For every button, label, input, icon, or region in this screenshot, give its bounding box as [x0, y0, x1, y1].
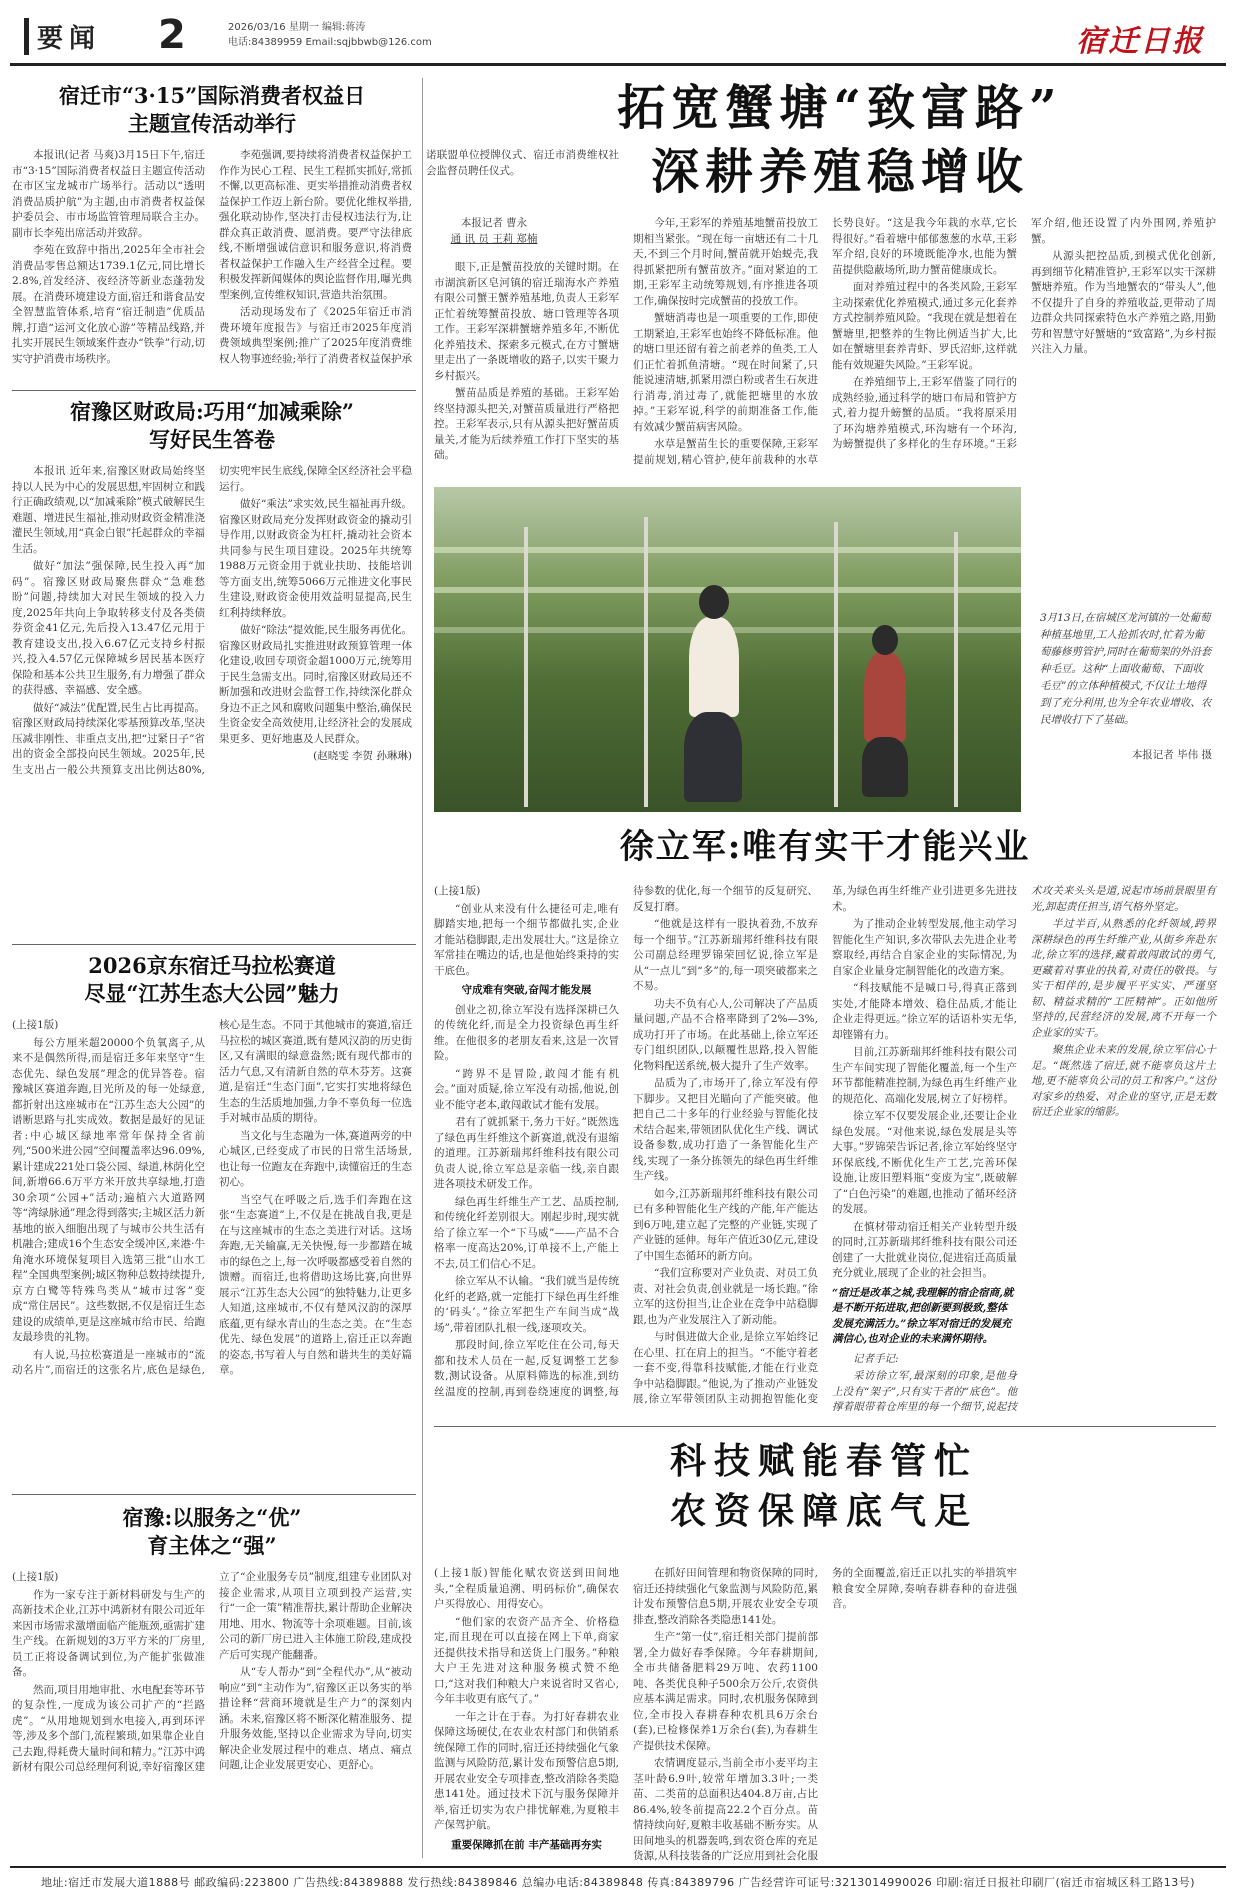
article-title: 科技赋能春管忙 农资保障底气足 — [669, 1440, 978, 1532]
subheading: 守成难有突破,奋闯才能发展 — [461, 984, 592, 996]
article-title: 2026京东宿迁马拉松赛道 尽显“江苏生态大公园”魅力 — [84, 953, 340, 1006]
section-rule — [12, 1494, 416, 1495]
paragraph: 做好“乘法”求实效,民生福祉再升级。宿豫区财政局充分发挥财政资金的撬动引导作用,以财政资金为杠杆,撬动社会资本共同参与民生项目建设。2025年共统筹1988万元资金用于就业扶助、技能培训等方面支出,统筹5066万元推进文化事民生建设,财政资金使用效益明显提高,民生红利持续释放。 — [219, 498, 412, 619]
paragraph: (上接1版)智能化赋农资送到田间地头,“全程质量追溯、明码标价”,确保农户买得放心、用得安心。 — [434, 1567, 619, 1610]
paragraph: 为了推动企业转型发展,他主动学习智能化生产知识,多次带队去先进企业考察取经,再结合自家企业的实际情况,为自家企业量身定制智能化的改造方案。 — [832, 918, 1017, 977]
article-title: 宿迁市“3·15”国际消费者权益日 主题宣传活动举行 — [58, 83, 366, 136]
paragraph: 本报讯 近年来,宿豫区财政局始终坚持以人民为中心的发展思想,牢固树立和践行正确政绩观,以“加减乘除”模式破解民生难题、增进民生福祉,推动财政资金精准浇灌民生领域,用“真金白银”托起群众的幸福生活。 — [12, 465, 205, 555]
worker-figure — [864, 652, 906, 742]
byline: 本报记者 曹永 通 讯 员 王莉 郑楠 — [450, 217, 538, 245]
paragraph: 那段时间,徐立军吃住在公司,每天都和技术人员在一起,反复调整工艺参数,测试设备。从原料筛选的标准,到纺丝温度的控制,再到卷绕速度的调整,每待参数的优化,每一个细节的反复研究、反复打磨。 — [434, 885, 818, 1398]
paragraph: 作为一家专注于新材料研发与生产的高新技术企业,江苏中鸿新材有限公司近年来因市场需求激增面临产能瓶颈,亟需扩建生产线。在新规划的3万平方米的厂房里,员工正将设备调试到位,为产能扩张做准备。 — [12, 1588, 205, 1678]
headline-crab — [470, 76, 1210, 204]
article-title: 宿豫:以服务之“优” 育主体之“强” — [122, 1505, 302, 1558]
paragraph: 如今,江苏新瑞邦纤维科技有限公司已有多种智能化生产线的产能,年产能达到6万吨,建立起了完整的产业链,实现了产业链的延伸。每年产值近30亿元,建设了中国生态循环的新方向。 — [633, 1187, 818, 1262]
headline-line-1: 拓宽蟹塘“致富路” — [617, 80, 1063, 136]
paragraph: 面对养殖过程中的各类风险,王彩军主动探索优化养殖模式,通过多元化套养方式控制养殖风险。“我现在就是想着在蟹塘里,把整养的生物比例适当扩大,比如在蟹塘里套养青虾、罗氏沼虾,这样就能有效规避失风险。”王彩军说。 — [832, 281, 1017, 371]
paragraph: 从“专人帮办”到“全程代办”,从“被动响应”到“主动作为”,宿豫区正以务实的举措诠释“营商环境就是生产力”的深刻内涵。未来,宿豫区将不断深化精准服务、提升服务效能,坚持以企业需求为导向,切实解决企业发展过程中的难点、堵点、痛点问题,让企业发展更安心、更舒心。 — [219, 1666, 412, 1771]
section-rule — [12, 390, 416, 391]
paragraph: 一年之计在于春。为打好春耕农业保障这场硬仗,在农业农村部门和供销系统保障工作的同时,宿迁还持续强化气象监测与风险防范,累计发布预警信息5期,开展农业安全专项排查,整改消除各类隐患141处。通过技术下沉与服务保障并举,宿迁切实为农户排忧解难,为夏粮丰产保驾护航。 — [434, 1710, 619, 1831]
article-body — [434, 1566, 1216, 1866]
paragraph: 蟹塘消毒也是一项重要的工作,即使工期紧迫,王彩军也始终不降低标准。他的塘口里还留有着之前老养的鱼类,工人们正忙着抓鱼清塘。“现在时间紧了,只能说速清塘,抓紧用漂白粉或者生石灰进行消毒,消过毒了,就能把塘里的水放掉。”王彩军说,科学的前期准备工作,能有效减少蟹苗病害风险。 — [633, 312, 818, 433]
article-title: 宿豫区财政局:巧用“加减乘除” 写好民生答卷 — [70, 399, 354, 452]
paragraph: “跨界不是冒险,敢闯才能有机会。”面对质疑,徐立军没有动摇,他说,创业不能守老本,敢闯敢试才能有发展。 — [434, 1067, 619, 1111]
paragraph: 李苑强调,要持续将消费者权益保护工作作为民心工程、民生工程抓实抓好,常抓不懈,以更高标准、更实举措推动消费者权益保护工作迈上新台阶。要优化维权举措,强化联动协作,坚决打击侵权违法行为,让群众真正敢消费、愿消费。要严守法律底线,不断增强诚信意识和服务意识,将消费者权益保护工作融入生产经营全过程。要积极发挥新闻媒体的舆论监督作用,曝光典型案例,宣传维权知识,营造共治氛围。 — [219, 149, 412, 301]
paragraph: “他就是这样有一股执着劲,不放弃每一个细节。”江苏新瑞邦纤维科技有限公司副总经理罗锦荣回忆说,徐立军是从“一点儿”到“多”的,每一项突破都来之不易。 — [633, 918, 818, 992]
paragraph: 从源头把控品质,到模式优化创新,再到细节化精准管护,王彩军以实干深耕蟹塘养殖。作为当地蟹农的“带头人”,他不仅提升了自身的养殖收益,更带动了周边群众共同探索特色水产养殖之路,用勤劳和智慧守好蟹塘的“致富路”,为乡村振兴注入力量。 — [1031, 250, 1216, 355]
paragraph: “创业从来没有什么捷径可走,唯有脚踏实地,把每一个细节都做扎实,企业才能站稳脚跟,走出发展壮大。”这是徐立军常挂在嘴边的话,也是他始终秉持的实干底色。 — [434, 902, 619, 977]
paragraph: (赵晓雯 李贺 孙琳琳) — [313, 750, 412, 762]
column-rule — [422, 78, 423, 1858]
article-xu-lijun — [434, 824, 1216, 1424]
paragraph: 聚焦企业未来的发展,徐立军信心十足。“既然选了宿迁,就不能辜负这片土地,更不能辜负公司的员工和客户。”这份对家乡的热爱、对企业的坚守,正是无数宿迁企业家的缩影。 — [1031, 1044, 1216, 1118]
subheading: 重要保障抓在前 丰产基础再夯实 — [451, 1838, 602, 1851]
paragraph: 绿色再生纤维生产工艺、品质控制,和传统化纤差别很大。刚起步时,现实就给了徐立军一个“下马威”——产品不合格率一度高达20%,订单接不上,产能上不去,员工们信心不足。 — [434, 1195, 619, 1270]
paragraph: 水草是蟹苗生长的重要保障,王彩军提前规划,精心管护,使年前栽种的水草长势良好。“这是我今年栽的水草,它长得很好。”看着塘中郁郁葱葱的水草,王彩军介绍,良好的环境既能净水,也能为蟹苗提供隐蔽场所,助力蟹苗健康成长。 — [633, 217, 1017, 466]
paragraph: 做好“除法”提效能,民生服务再优化。宿豫区财政局扎实推进财政预算管理一体化建设,收回专项资金超1000万元,统筹用于民生急需支出。同时,宿豫区财政局还不断加强和改进财会监督工作,持续深化群众身边不正之风和腐败问题集中整治,确保民生资金安全高效使用,让经济社会的发展成果更多、更好地惠及人民群众。 — [219, 624, 412, 745]
article-body — [434, 884, 1216, 1424]
paragraph: 然而,项目用地审批、水电配套等环节的复杂性,一度成为该公司扩产的“拦路虎”。“从用地规划到水电接入,再到环评等,涉及多个部门,流程繁琐,如果靠企业自己去跑,得耗费大量时间和精力。”江苏中鸿新材有限公司总经理何利说,幸好宿豫区建立了“企业服务专员”制度,组建专业团队对接企业需求,从项目立项到投产运营,实行“一企一策”精准帮扶,累计帮助企业解决用地、用水、物流等十余项难题。目前,该公司的新厂房已进入主体施工阶段,建成投产后可实现产能翻番。 — [12, 1571, 412, 1773]
vineyard-photo — [434, 487, 1021, 812]
photo-credit: 本报记者 毕伟 摄 — [1131, 749, 1212, 761]
date-line: 2026/03/16 星期一 编辑:蒋涛 — [228, 22, 366, 33]
paragraph: 在养殖细节上,王彩军借鉴了同行的成熟经验,通过科学的塘口布局和管护方式,着力提升螃蟹的品质。“我将原采用了环沟塘养殖模式,环沟塘有一个环沟,为螃蟹提供了多样化的生存环境。”王彩军介绍,他还设置了内外围网,养殖护蟹。 — [832, 217, 1216, 450]
subheading: “宿迁是改革之城,我理解的宿企宿商,就是不断开拓进取,把创新要到极致,整体发展充满活力。”徐立军对宿迁的发展充满信心,也对企业的未来满怀期待。 — [832, 1286, 1014, 1345]
paragraph: 做好“加法”强保障,民生投入再“加码”。宿豫区财政局聚焦群众“急难愁盼”问题,持续加大对民生领域的投入力度,2025年共向上争取转移支付及各类债券资金41亿元,先后投入13.47亿元用于教育建设支出,投入6.67亿元支持乡村振兴,投入4.57亿元保障城乡居民基本医疗保险和基本公共卫生服务,有力增强了群众的获得感、幸福感、安全感。 — [12, 560, 205, 696]
article-body — [12, 1018, 412, 1488]
contact-line: 电话:84389959 Email:sqjbbwb@126.com — [228, 37, 432, 48]
headline-line-2: 深耕养殖稳增收 — [650, 144, 1029, 200]
paragraph: 蟹苗品质是养殖的基础。王彩军始终坚持源头把关,对蟹苗质量进行严格把控。王彩军表示,只有从源头把好蟹苗质量关,才能为后续养殖工作打下坚实的基础。 — [434, 387, 619, 461]
paragraph: 今年,王彩军的养殖基地蟹苗投放工期相当紧张。“现在每一亩塘还有二十几天,不到三个月时间,蟹苗就开始蜕壳,我得抓紧把所有蟹苗放齐。”面对紧迫的工期,王彩军主动统筹规划,有序推进各项工作,确保按时完成蟹苗的投放工作。 — [633, 217, 818, 307]
article-body — [12, 464, 412, 934]
paragraph: 做好“减法”优配置,民生占比再提高。宿豫区财政局持续深化零基预算改革,坚决压减非刚性、非重点支出,把“过紧日子”省出的资金全部投向民生领域。2025年,民生支出占一般公共预算支出比例达80%,切实兜牢民生底线,保障全区经济社会平稳运行。 — [12, 465, 412, 776]
paragraph: 半过半百,从熟悉的化纤领域,跨界深耕绿色的再生纤维产业,从街乡奔赴东北,徐立军的选择,藏着敢闯敢试的勇气,更藏着对事业的执着,对责任的敬畏。与实干相伴的,是步履平平实实、严谨坚韧、精益求精的“工匠精神”。正如他所坚持的,民营经济的发展,离不开每一个企业家的实干。 — [1031, 918, 1216, 1039]
paragraph: 与时俱进做大企业,是徐立军始终记在心里、扛在肩上的担当。“不能守着老一套不变,得靠科技赋能,才能在行业竞争中站稳脚跟。”他说,为了推动产业链发展,徐立军带领团队主动拥抱智能化变革,为绿色再生纤维产业引进更多先进技术。 — [633, 885, 1017, 1405]
paragraph: 李苑在致辞中指出,2025年全市社会消费品零售总额达1739.1亿元,同比增长2.8%,首发经济、夜经济等新业态蓬勃发展。在消费环境建设方面,宿迁和谐食品安全智慧监管体系,培育“宿迁制造”优质品牌,打造“运河文化放心游”等精品线路,并扎实开展民生领域案件查办“铁拳”行动,切实守护消费市场秩序。 — [12, 244, 205, 365]
article-body — [434, 216, 1216, 474]
paragraph: 农情调度显示,当前全市小麦平均主茎叶龄6.9叶,较常年增加3.3叶;一类苗、二类苗的总面积达404.8万亩,占比86.4%,较冬前提高22.2个百分点。苗情持续向好,夏粮丰收基础不断夯实。从田间地头的机器轰鸣,到农资仓库的充足货源,从科技装备的广泛应用到社会化服务的全面覆盖,宿迁正以扎实的举措筑牢粮食安全屏障,奏响春耕春种的奋进强音。 — [633, 1567, 1017, 1862]
paragraph: (上接1版) — [12, 1571, 59, 1583]
paragraph: 目前,江苏新瑞邦纤维科技有限公司生产车间实现了智能化覆盖,每一个生产环节都能精准控制,为绿色再生纤维产业的规范化、高端化发展,树立了好榜样。 — [832, 1046, 1017, 1105]
paragraph: “我们宣称要对产业负责、对员工负责、对社会负责,创业就是一场长跑。”徐立军的这份担当,让企业在竞争中站稳脚跟,也为产业发展注入了新动能。 — [633, 1267, 818, 1326]
paragraph: 在慎材带动宿迁相关产业转型升级的同时,江苏新瑞邦纤维科技有限公司还创建了一大批就业岗位,促进宿迁高质量充分就业,展现了企业的社会担当。 — [832, 1220, 1017, 1279]
worker-figure — [689, 617, 739, 717]
paragraph: 当空气在呼吸之后,选手们奔跑在这张“生态赛道”上,不仅是在挑战自我,更是在与这座城市的生态之美进行对话。这场奔跑,无关输赢,无关快慢,每一步都踏在城市的绿色之上,每一次呼吸都感受着自然的馈赠。而宿迁,也将借助这场比赛,向世界展示“江苏生态大公园”的独特魅力,让更多人知道,这座城市,不仅有楚风汉韵的深厚底蕴,更有绿水青山的生态之美。在“生态优先、绿色发展”的道路上,宿迁正以奔跑的姿态,书写着人与自然和谐共生的美好篇章。 — [219, 1193, 412, 1376]
paragraph: 创业之初,徐立军没有选择深耕已久的传统化纤,而是全力投资绿色再生纤维。在他很多的老朋友看来,这是一次冒险。 — [434, 1003, 619, 1062]
paragraph: (上接1版) — [12, 1019, 59, 1031]
article-crab — [434, 216, 1216, 474]
paragraph: 有人说,马拉松赛道是一座城市的“流动名片”,而宿迁的这张名片,底色是绿色,核心是生态。不同于其他城市的赛道,宿迁马拉松的城区赛道,既有楚风汉韵的历史街区,又有满眼的绿意盎然;既有现代都市的活力气息,又有清新自然的草木芬芳。这赛道,是宿迁“生态门面”,它实打实地将绿色生态的生活质地加强,力争不辜负每一位选手对城市品质的期待。 — [12, 1019, 412, 1376]
paragraph: 当文化与生态融为一体,赛道两旁的中心城区,已经变成了市民的日常生活场景,也让每一位跑友在奔跑中,读懂宿迁的生态初心。 — [219, 1129, 412, 1188]
photo-caption — [1040, 610, 1212, 764]
paragraph: “科技赋能不是喊口号,得真正落到实处,才能降本增效、稳住品质,才能让企业走得更远。”徐立军的话语朴实无华,却铿锵有力。 — [832, 982, 1017, 1041]
paragraph: 采访徐立军,最深刻的印象,是他身上没有“架子”,只有实干者的“底色”。他撑着眼带着仓库里的每一个细节,说起技术攻关来头头是道,说起市场前景眼里有光,卸起责任担当,语气格外坚定。 — [832, 885, 1216, 1413]
paragraph: 功夫不负有心人,公司解决了产品质量问题,产品不合格率降到了2%—3%,成功打开了市场。在此基础上,徐立军还专门组织团队,以颠覆性思路,投入智能化物料配送系统,极大提升了生产效率。 — [633, 997, 818, 1072]
article-title: 徐立军:唯有实干才能兴业 — [619, 827, 1031, 867]
article-spring-farming — [434, 1436, 1216, 1862]
section-rule — [12, 944, 416, 945]
paragraph: 品质为了,市场开了,徐立军没有停下脚步。又把目光瞄向了产能突破。他把自己二十多年的行业经验与智能化技术结合起来,带领团队优化生产线、调试设备参数,成功打造了一条智能化生产线,实现了一条分拣领先的绿色再生纤维生产线。 — [633, 1077, 818, 1182]
article-body — [12, 1570, 412, 1856]
caption-text: 3月13日,在宿城区龙河镇的一处葡萄种植基地里,工人抢抓农时,忙着为葡萄藤修剪管护,同时在葡萄架的外沿套种毛豆。这种“上面收葡萄、下面收毛豆”的立体种植模式,不仅让土地得到了充分利用,也为全年农业增收、农民增收打下了基础。 — [1040, 612, 1212, 726]
paragraph: 君有了就抓紧干,务力干好。”既然选了绿色再生纤维这个新赛道,就没有退缩的道理。江苏新瑞邦纤维科技有限公司负责人说,徐立军总是亲临一线,亲自跟进各项技术研发工作。 — [434, 1116, 619, 1190]
paragraph: 在抓好田间管理和物资保障的同时,宿迁还持续强化气象监测与风险防范,累计发布预警信息5期,开展农业安全专项排查,整改消除各类隐患141处。 — [633, 1567, 818, 1626]
page-footer: 地址:宿迁市发展大道1888号 邮政编码:223800 广告热线:84389888 发行热线:84389846 总编办电话:84389848 传真:84389796 广告经营许可证号:3213014990026 印刷:宿迁日报社印刷厂(宿迁市宿城区科工路13号) — [10, 1866, 1226, 1890]
paragraph: 本报讯(记者 马爽)3月15日下午,宿迁市“3·15”国际消费者权益日主题宣传活动在市区宝龙城市广场举行。活动以“透明消费品质护航”为主题,由市消费者权益保护委员会、市市场监管管理局联合主办。副市长李苑出席活动并致辞。 — [12, 149, 205, 239]
paragraph: 眼下,正是蟹苗投放的关键时期。在市湖滨新区皂河镇的宿迁瑞海水产养殖有限公司蟹王蟹养殖基地,负责人王彩军正忙着统筹蟹苗投放、塘口管理等各项工作。王彩军深耕蟹塘养殖多年,不断优化养殖技术、探索多元模式,在方寸蟹塘里走出了一条既增收的路子,以实干聚力乡村振兴。 — [434, 261, 619, 382]
page-header — [10, 10, 1226, 66]
article-suyu-finance — [12, 398, 412, 938]
newspaper-logo: 宿迁日报 — [1076, 24, 1204, 59]
header-meta — [228, 20, 432, 50]
paragraph: 活动现场发布了《2025年宿迁市消费环境年度报告》与宿迁市2025年度消费领域典型案例;推广了2025年度消费维权人物事迹经验;举行了消费者权益保护承诺联盟单位授牌仪式、宿迁市消费维权社会监督员聘任仪式。 — [219, 149, 619, 365]
section-label: 要闻 — [24, 18, 101, 55]
paragraph: 每公方厘米超20000个负氧离子,从来不是偶然所得,而是宿迁多年来坚守“生态优先、绿色发展”理念的优异答卷。宿豫城区赛道奔跑,目光所及的每一处绿意,都折射出这座城市在“江苏生态大公园”的谱断思路与扎实成效。数据是最好的见证者:中心城区绿地率常年保持全省前列,“500米进公园”空间覆盖率达96.09%,累计建成221处口袋公园、绿道,林荫化空间,新增66.6万平方米开放共享绿地,打造30余项“公园+”活动;遍植六大道路网等“湾绿脉通”理念得到落实;主城区活力新基地的嵌入细胞出现了与城市公共生活有机融合;建成16个生态安全缓冲区,来港·牛角淹水环境保复项目入选第三批“山水工程”全国典型案例;城区物种总数持续提升,京方白鹭等特殊鸟类从“城市过客”变成“常住居民”。这些数据,不仅是宿迁生态建设的成绩单,更是这座城市给市民、给跑友最珍贵的礼物。 — [12, 1036, 205, 1343]
paragraph: 徐立军从不认输。“我们就当是传统化纤的老路,就一定能打下绿色再生纤维的‘码头’。”徐立军把生产车间当成“战场”,带着团队扎根一线,逐项攻关。 — [434, 1275, 619, 1334]
section-rule — [434, 1426, 1216, 1427]
page-number: 2 — [158, 12, 186, 58]
article-marathon — [12, 952, 412, 1492]
paragraph: 记者手记: — [853, 1352, 899, 1365]
paragraph: 徐立军不仅要发展企业,还要让企业绿色发展。“对他来说,绿色发展是头等大事。”罗锦荣告诉记者,徐立军始终坚守环保底线,不断优化生产工艺,完善环保设施,让废旧塑料瓶“变废为宝”,既破解了“白色污染”的难题,也推动了循环经济的发展。 — [832, 1110, 1017, 1215]
article-suyu-service — [12, 1504, 412, 1856]
paragraph: (上接1版) — [434, 885, 481, 897]
paragraph: 生产“第一仗”,宿迁相关部门提前部署,全力做好春季保障。今年春耕期间,全市共储备肥料29万吨、农药1100吨、各类优良种子500余万公斤,农资供应基本满足需求。同时,农机服务保障到位,全市投入春耕春种农机具6万余台(套),已检修保养1万余台(套),为春耕生产提供技术保障。 — [633, 1631, 818, 1752]
paragraph: “他们家的农资产品齐全、价格稳定,而且现在可以直接在网上下单,商家还提供技术指导和送货上门服务。”种粮大户王先进对这种服务模式赞不绝口,“这对我们种粮大户来说省时又省心,今年丰收更有底气了。” — [434, 1615, 619, 1705]
